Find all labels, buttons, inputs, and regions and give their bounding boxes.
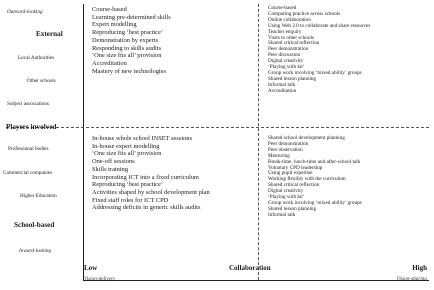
horizontal-divider [6,127,429,128]
list-item: Working flexibly with the curriculum [268,176,346,183]
list-item: Online collaboration [268,16,311,23]
list-item: Visits to other schools [268,34,314,41]
list-item: Comparing practice across schools [268,10,341,17]
list-item: In-house whole school INSET sessions [92,135,192,142]
list-item: Voluntary CPD leadership [268,164,323,171]
list-item: Shared school development planning [268,135,345,141]
list-item: Addressing deficits in generic skills audits [92,204,201,212]
list-item: Shared critical reflection [268,40,320,47]
quadrant-top-left [92,6,171,75]
quadrant-bottom-right [268,136,362,219]
list-item: Shared lesson planning [268,205,317,212]
list-item: ‘Playing with kit’ [268,194,305,201]
list-item: Course-based [92,6,127,13]
list-item: Peer demonstration [268,46,309,53]
list-item: Fixed staff roles for ICT CPD [92,196,169,204]
y-axis-line [83,4,84,280]
list-item: Reproducing ‘best practice’ [92,29,163,37]
outward-looking-label: Outward-looking [7,9,43,15]
x-axis-high-sub-label: Vision-sharing [396,276,427,282]
list-item: Shared critical reflection [268,182,320,189]
school-based-label: School-based [14,221,55,229]
list-item: Shared lesson planning [268,75,317,82]
list-item: Mentoring [268,152,290,159]
higher-education-label: Higher Education [20,193,57,199]
professional-bodies-label: Professional bodies [8,146,49,152]
vertical-divider [258,4,259,280]
x-axis-high-label: High [412,264,427,272]
list-item: Group work involving ‘mixed ability’ groups [268,199,362,206]
list-item: Teacher enquiry [268,28,302,35]
quadrant-top-right [268,6,370,95]
players-involved-label: Players involved [6,123,57,131]
list-item: Using Web 2.0 to collaborate and share resources [268,22,371,29]
list-item: Reproducing ‘best practice’ [92,181,163,189]
list-item: Peer demonstration [268,140,309,147]
quadrant-bottom-left [92,135,210,212]
commercial-companies-label: Commercial companies [3,170,53,176]
list-item: Group work involving ‘mixed ability’ groups [268,69,362,76]
list-item: Skills training [92,165,129,173]
list-item: Learning pre-determined skills [92,13,171,21]
list-item: Digital creativity [268,58,304,65]
list-item: Peer observation [268,146,303,153]
list-item: Accreditation [92,59,127,67]
list-item: Responding to skills audits [92,44,162,52]
external-label: External [36,30,63,38]
list-item: Course-based [268,5,297,11]
other-schools-label: Other schools [27,78,56,84]
x-axis-low-label: Low [84,264,98,272]
x-axis-low-sub-label: Vision-delivery [84,276,116,282]
list-item: Expert modelling [92,21,137,29]
list-item: One-off sessions [92,158,135,166]
list-item: Peer discussion [268,52,301,59]
list-item: Mastery of new technologies [92,67,167,75]
x-axis-line [83,280,429,281]
list-item: Break-time, lunch-time and after-school talk [268,158,361,165]
local-authorities-label: Local Authorities [18,55,55,61]
list-item: Informal talk [268,211,296,218]
list-item: ‘Playing with kit’ [268,64,305,71]
list-item: Demonstration by experts [92,36,159,44]
list-item: Incorporating ICT into a fixed curriculum [92,173,199,181]
list-item: In-house expert modelling [92,142,160,150]
list-item: ‘One size fits all’ provision [92,150,162,158]
x-axis-center-label: Collaboration [229,264,271,272]
list-item: ‘One size fits all’ provision [92,52,162,60]
subject-associations-label: Subject associations [7,101,49,107]
list-item: Digital creativity [268,188,304,195]
list-item: Accreditation [268,87,297,94]
list-item: Activities shaped by school development plan [92,188,210,196]
list-item: Using pupil expertise [268,170,313,177]
inward-looking-label: Inward-looking [19,248,52,254]
list-item: Informal talk [268,81,296,88]
